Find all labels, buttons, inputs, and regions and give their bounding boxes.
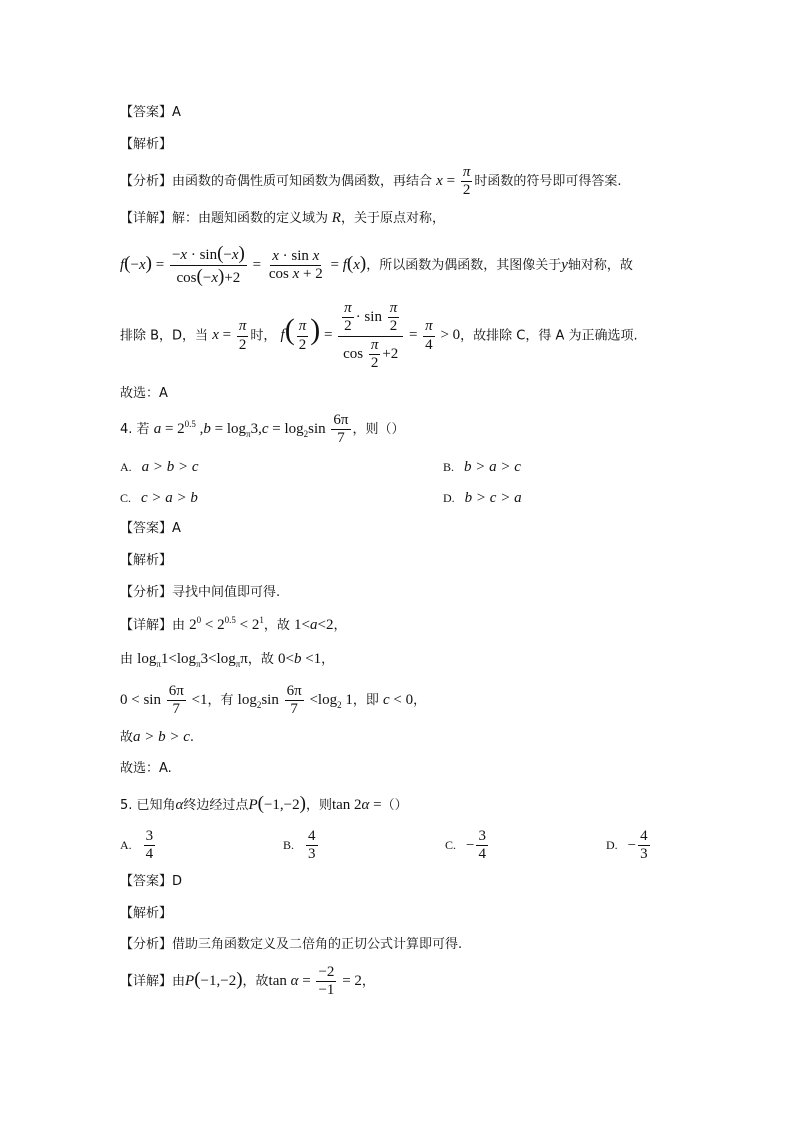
fenxi-tag: 【分析】	[120, 174, 173, 190]
q3-function-line	[120, 243, 633, 288]
q4-fenxi-line	[120, 586, 280, 599]
q5-fenxi-line	[120, 938, 462, 951]
formula: tan 2α =	[331, 797, 382, 813]
q5-stem-suffix: （）	[381, 798, 408, 813]
q5-option-c[interactable]: C. − $\frac{3}{4}$	[445, 828, 486, 863]
q5-option-d[interactable]: D. − $\frac{4}{3}$	[606, 828, 648, 863]
text: .	[189, 730, 195, 745]
formula: y	[561, 256, 568, 273]
text: 故	[120, 730, 134, 745]
text: ，有	[207, 693, 234, 709]
formula: 0<b <1	[277, 651, 322, 667]
formula: $\log_\pi 1<\log_\pi 3<\log_\pi\pi$	[137, 651, 248, 669]
fenxi-text: 借助三角函数定义及二倍角的正切公式计算即可得.	[172, 937, 463, 952]
q4-stem	[120, 412, 405, 448]
formula: α	[175, 797, 184, 813]
answer-tag: 【答案】	[120, 874, 173, 889]
analysis-tag: 【解析】	[120, 906, 173, 921]
q3-choose-line	[120, 387, 168, 400]
q4-choose-line	[120, 762, 172, 775]
q3-analysis-heading	[120, 138, 172, 151]
q4-detail-line-4	[120, 730, 194, 745]
formula: $2^0 < 2^{0.5} < 2^1$	[189, 615, 264, 633]
formula: a > b > c	[133, 729, 190, 745]
q5-option-b[interactable]: B. $\frac{4}{3}$	[283, 828, 316, 863]
choose-label: 故选：	[120, 386, 160, 401]
q3-fenxi-line	[120, 164, 621, 200]
q5-stem	[120, 794, 408, 813]
fenxi-text: 寻找中间值即可得.	[172, 585, 281, 600]
answer-tag: 【答案】	[120, 521, 173, 536]
text: 时，	[250, 328, 277, 344]
q3-exclude-line	[120, 300, 638, 372]
q5-detail-line	[120, 964, 375, 1000]
choose-value: A	[159, 386, 168, 401]
text: ，故	[247, 652, 274, 667]
q4-stem-suffix: ，则（）	[352, 422, 405, 438]
formula: P(−1,−2)	[185, 969, 243, 991]
text: 轴对称，故	[567, 257, 633, 273]
fenxi-text-end: 时函数的符号即可得答案.	[474, 174, 622, 190]
q5-stem-prefix: 5. 已知角	[120, 798, 176, 813]
q4-detail-line-1	[120, 616, 346, 633]
q4-option-d[interactable]: D. b > c > a	[443, 490, 522, 506]
q5-option-a[interactable]: A. $\frac{3}{4}$	[120, 828, 154, 863]
q5-analysis-heading	[120, 907, 172, 920]
q4-option-a[interactable]: A. a > b > c	[120, 459, 199, 475]
q4-option-b[interactable]: B. b > a > c	[443, 459, 521, 475]
q3-answer-line	[120, 106, 181, 119]
fenxi-tag: 【分析】	[120, 585, 173, 600]
text: ，	[333, 618, 347, 633]
q4-detail-line-2	[120, 652, 334, 669]
formula: $a = 2^{0.5}$ $,b = \log_\pi 3,c = \log_2\sin$ $\frac{6\pi}{7}$	[153, 412, 349, 447]
formula: f(−x) = $\frac{-x \cdot \sin(-x)}{\cos(-x)+2}$ = $\frac{\text{x · sin x}}{\text{cos x + 2}}$ = f(x)	[120, 243, 367, 287]
formula: P(−1,−2)	[248, 793, 306, 814]
text: 由	[120, 652, 134, 667]
fenxi-text: 由函数的奇偶性质可知函数为偶函数，再结合	[172, 174, 433, 190]
text: ，故	[242, 974, 269, 990]
text: 排除 B，D，当	[120, 328, 209, 344]
analysis-tag: 【解析】	[120, 553, 173, 568]
text: ，	[321, 652, 335, 667]
q4-stem-prefix: 4. 若	[120, 422, 150, 438]
text: ，即	[352, 693, 379, 709]
text: 终边经过点	[183, 798, 249, 813]
q4-answer-line	[120, 522, 181, 535]
text: 由	[172, 974, 186, 990]
answer-value: A	[172, 105, 181, 120]
choose-value: A.	[159, 761, 172, 776]
text: ，故排除 C，得 A 为正确选项.	[460, 328, 638, 344]
detail-tag: 【详解】	[120, 211, 173, 226]
formula: R	[328, 210, 341, 226]
formula: c < 0	[382, 692, 414, 709]
text: 由	[172, 618, 186, 633]
answer-value: D	[172, 874, 183, 889]
text: ，故	[263, 618, 290, 633]
detail-tag: 【详解】	[120, 618, 173, 633]
analysis-tag: 【解析】	[120, 137, 173, 152]
formula: tan α = $\frac{-2}{-1}$ = 2	[268, 964, 362, 999]
detail-text-end: ，关于原点对称，	[340, 211, 445, 226]
formula: x = $\frac{\pi}{2}$	[436, 164, 471, 199]
formula: 0 < sin $\frac{6\pi}{7}$ <1	[120, 683, 208, 718]
answer-tag: 【答案】	[120, 105, 173, 120]
choose-label: 故选：	[120, 761, 160, 776]
q3-detail-line	[120, 211, 445, 226]
fenxi-tag: 【分析】	[120, 937, 173, 952]
formula: x = $\frac{\pi}{2}$	[212, 318, 247, 353]
detail-tag: 【详解】	[120, 974, 173, 990]
q4-analysis-heading	[120, 554, 172, 567]
formula: f( $\frac{\pi}{2}$ ) = $\frac{\pi}{2}$ · sin $\frac{\pi}{2}$ cos $\frac{\pi}{2}$ +2 = $\frac{\pi}{4}$ > 0	[280, 300, 461, 371]
q4-option-c[interactable]: C. c > a > b	[120, 490, 198, 506]
q4-detail-line-3	[120, 683, 426, 719]
text: ，所以函数为偶函数，其图像关于	[366, 257, 562, 273]
answer-value: A	[172, 521, 181, 536]
text: ，	[413, 693, 427, 709]
text: ，则	[305, 798, 332, 813]
q5-answer-line	[120, 875, 182, 888]
text: ，	[361, 974, 375, 990]
formula: $\log_2\sin$ $\frac{6\pi}{7}$ $<\log_2$ 1	[237, 683, 353, 718]
detail-text: 解：由题知函数的定义域为	[172, 211, 329, 226]
formula: 1<a<2	[294, 617, 334, 633]
